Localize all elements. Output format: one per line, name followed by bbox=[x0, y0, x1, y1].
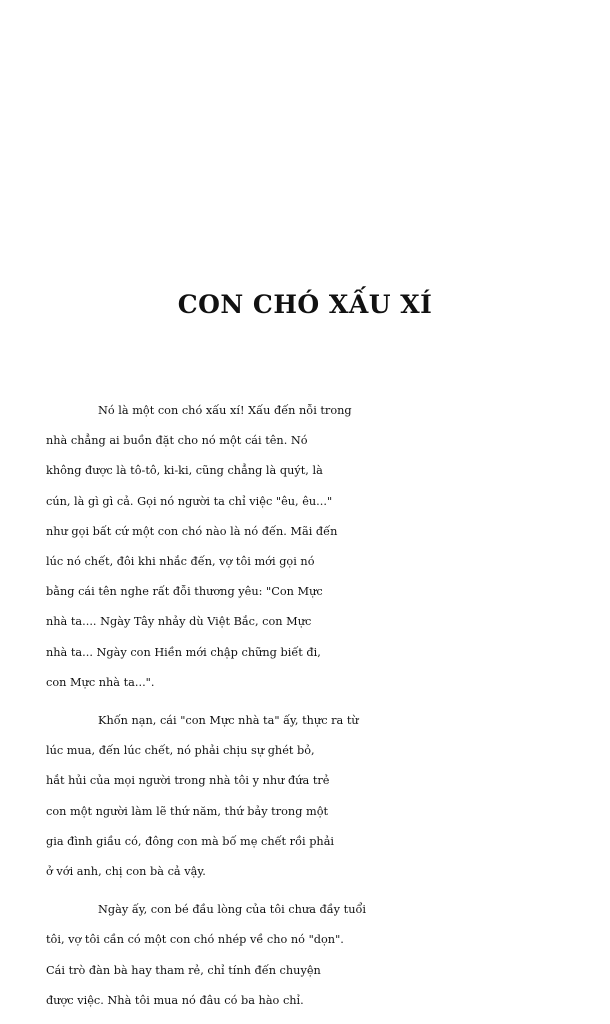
text-line: không được là tô-tô, ki-ki, cũng chẳng là quýt, là bbox=[46, 464, 323, 478]
text-line: nhà ta.... Ngày Tây nhảy dù Việt Bắc, con Mực bbox=[46, 615, 312, 629]
text-line: như gọi bất cứ một con chó nào là nó đến. Mãi đến bbox=[46, 524, 338, 538]
text-line: con một người làm lẽ thứ năm, thứ bảy trong một bbox=[46, 804, 329, 818]
chapter-title: CON CHÓ XẤU XÍ bbox=[177, 290, 433, 319]
text-line: bằng cái tên nghe rất đỗi thương yêu: "Con Mực bbox=[46, 585, 323, 599]
text-line: hắt hủi của mọi người trong nhà tôi y như đứa trẻ bbox=[46, 774, 330, 788]
text-line: nhà ta... Ngày con Hiền mới chập chững biết đi, bbox=[46, 645, 321, 659]
text-line: tôi, vợ tôi cần có một con chó nhép về cho nó "dọn". bbox=[46, 933, 344, 947]
text-line: nhà chẳng ai buồn đặt cho nó một cái tên. Nó bbox=[46, 434, 308, 448]
paragraph-1 bbox=[46, 396, 570, 698]
text-line: lúc nó chết, đôi khi nhắc đến, vợ tôi mới gọi nó bbox=[46, 555, 315, 569]
text-line: lúc mua, đến lúc chết, nó phải chịu sự ghét bỏ, bbox=[46, 744, 315, 758]
chapter-body bbox=[46, 396, 570, 1024]
paragraph-3 bbox=[46, 895, 570, 1016]
text-line: ở với anh, chị con bà cả vậy. bbox=[46, 865, 206, 879]
text-line: cún, là gì gì cả. Gọi nó người ta chỉ việc "êu, êu..." bbox=[46, 494, 333, 508]
text-line: con Mực nhà ta...". bbox=[46, 675, 155, 689]
text-line: Ngày ấy, con bé đầu lòng của tôi chưa đầy tuổi bbox=[98, 903, 366, 917]
text-line: Nó là một con chó xấu xí! Xấu đến nỗi trong bbox=[98, 404, 352, 417]
text-line: được việc. Nhà tôi mua nó đâu có ba hào chỉ. bbox=[46, 993, 304, 1007]
text-line: gia đình giầu có, đông con mà bố mẹ chết rồi phải bbox=[46, 834, 335, 848]
text-line: Cái trò đàn bà hay tham rẻ, chỉ tính đến chuyện bbox=[46, 963, 321, 977]
text-line: Khốn nạn, cái "con Mực nhà ta" ấy, thực ra từ bbox=[98, 714, 359, 728]
paragraph-2 bbox=[46, 706, 570, 887]
